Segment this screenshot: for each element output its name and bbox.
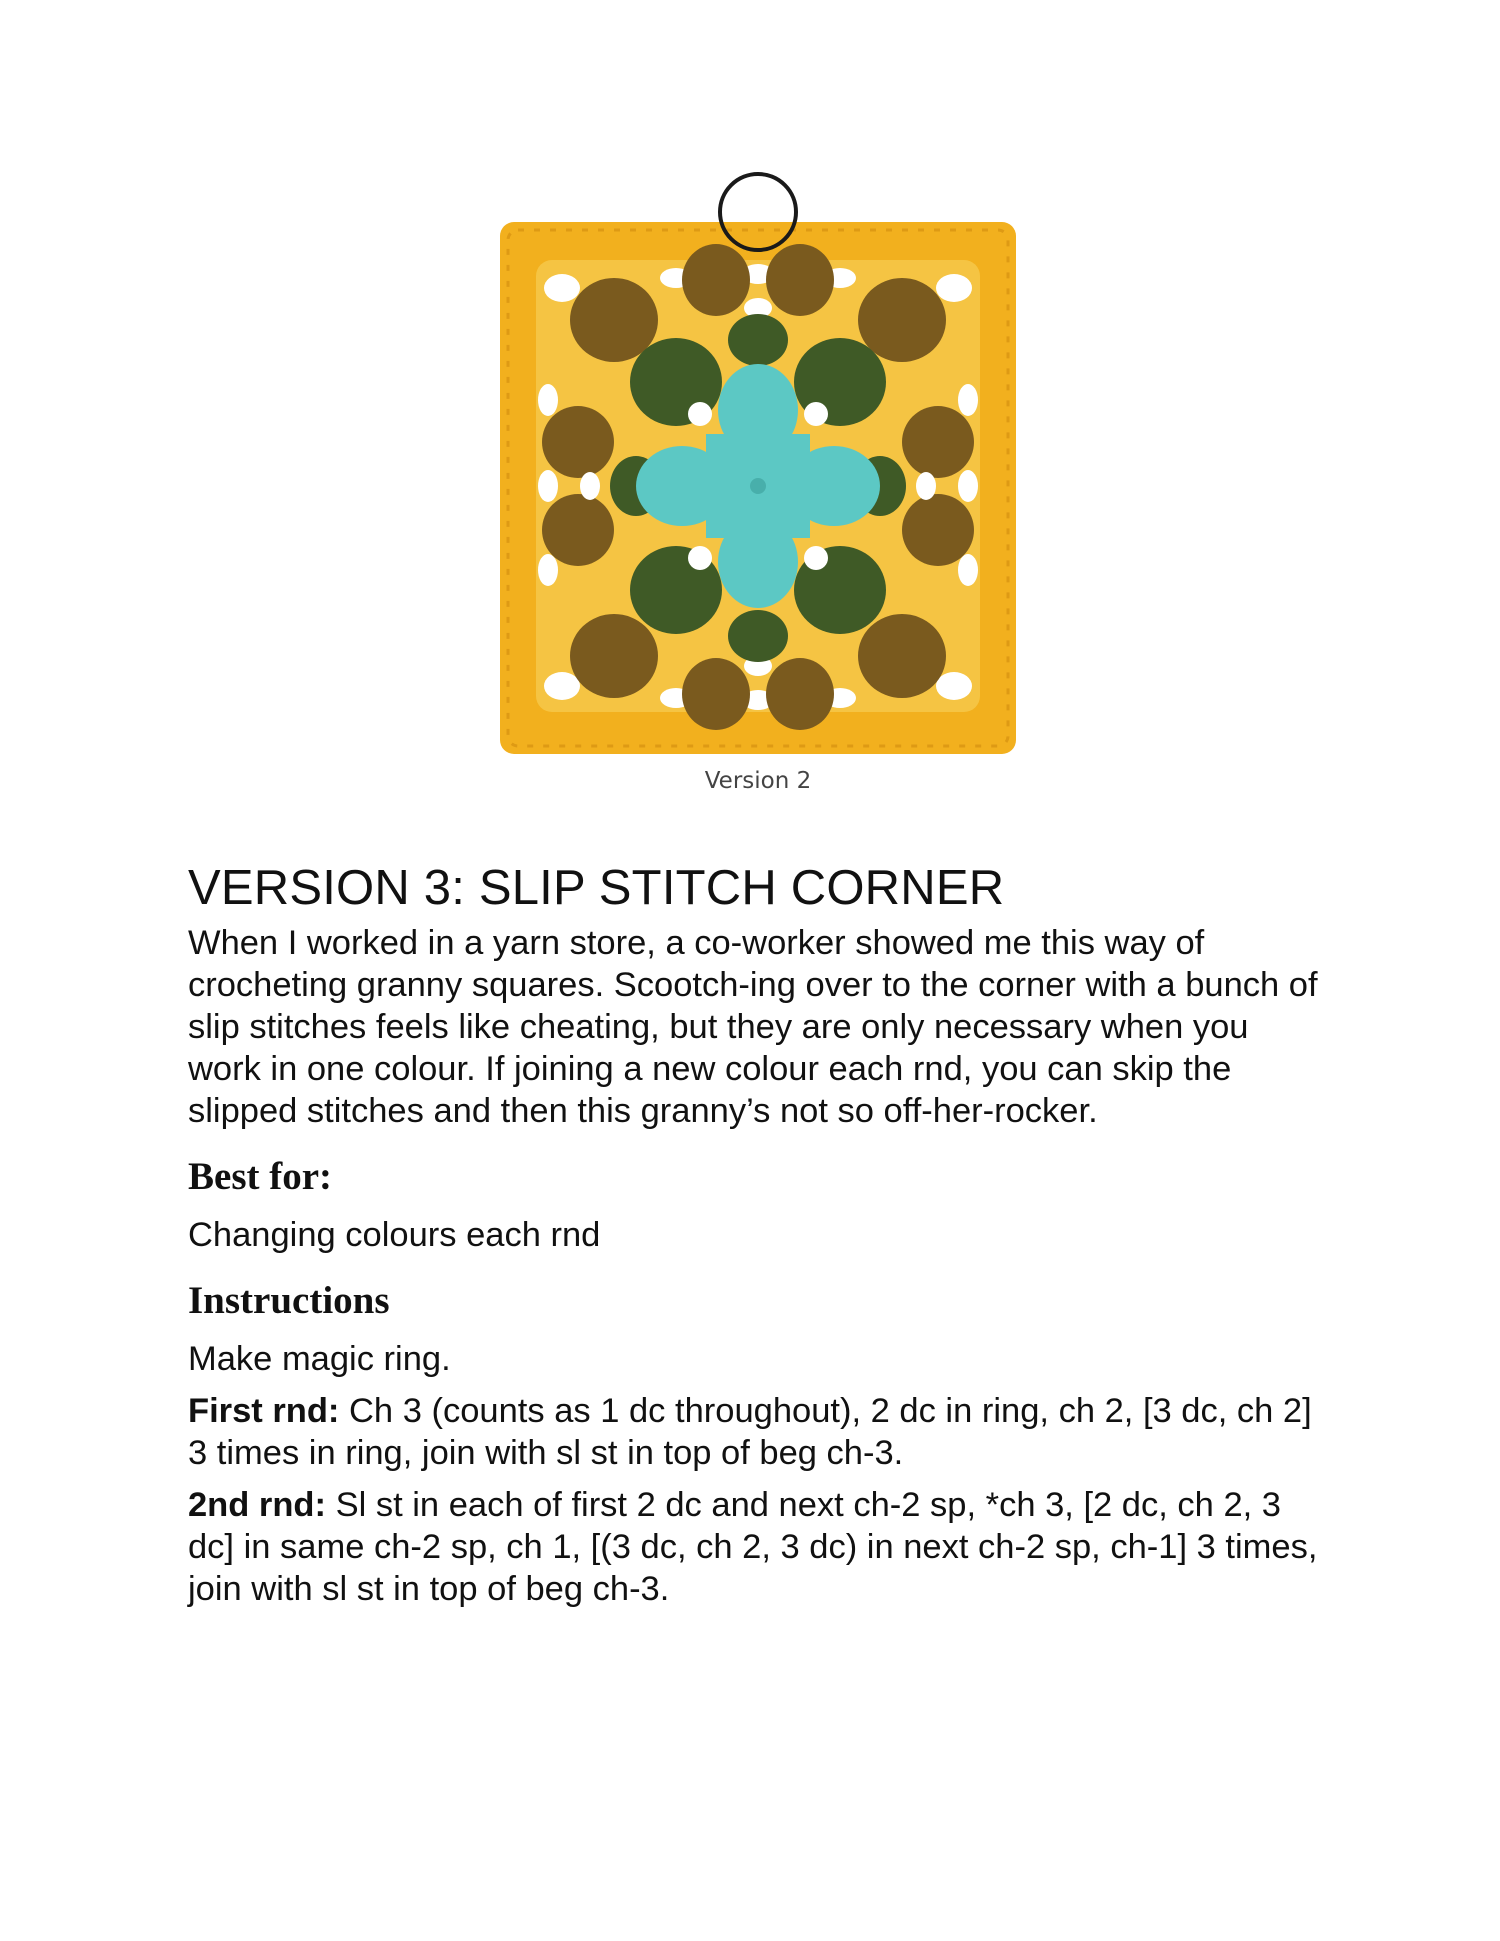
- main-content: [188, 858, 1328, 1610]
- instruction-first-round: [188, 1390, 1328, 1474]
- first-round-label: First rnd:: [188, 1392, 340, 1430]
- second-round-label: 2nd rnd:: [188, 1486, 326, 1524]
- instruction-second-round: [188, 1484, 1328, 1610]
- second-round-text: Sl st in each of first 2 dc and next ch-2 sp, *ch 3, [2 dc, ch 2, 3 dc] in same ch-2 sp, ch 1, [(3 dc, ch 2, 3 dc) in next ch-2 sp, ch-1] 3 times, join with sl st in top of beg ch-3.: [188, 1486, 1318, 1608]
- granny-square-image: [486, 170, 1030, 760]
- section-title: VERSION 3: SLIP STITCH CORNER: [188, 861, 1005, 915]
- first-round-text: Ch 3 (counts as 1 dc throughout), 2 dc in ring, ch 2, [3 dc, ch 2] 3 times in ring, join with sl st in top of beg ch-3.: [188, 1392, 1312, 1472]
- best-for-heading: Best for:: [188, 1155, 333, 1198]
- granny-square-figure: [486, 170, 1030, 794]
- intro-paragraph: When I worked in a yarn store, a co-worker showed me this way of crocheting granny squares. Scootch-ing over to the corner with a bunch of slip stitches feels like cheating, but they are only necessary when you work in one colour. If joining a new colour each rnd, you can skip the slipped stitches and then this granny’s not so off-her-rocker.: [188, 924, 1318, 1130]
- instruction-step-magic-ring: Make magic ring.: [188, 1340, 451, 1378]
- best-for-text: Changing colours each rnd: [188, 1216, 601, 1254]
- figure-caption: Version 2: [704, 768, 812, 794]
- instructions-heading: Instructions: [188, 1279, 390, 1322]
